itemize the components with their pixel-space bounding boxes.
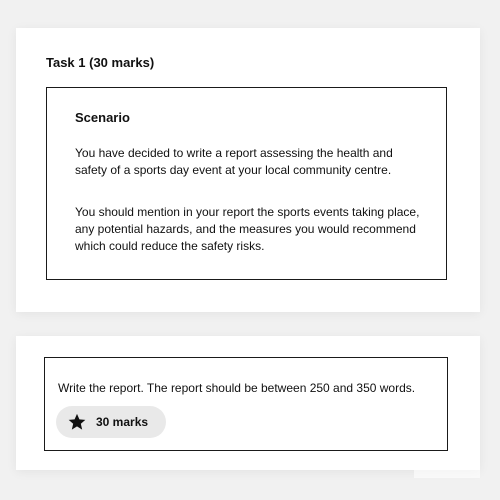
card-shadow-edge (414, 470, 480, 478)
question-card (16, 336, 480, 470)
star-icon (67, 412, 87, 432)
task-card (16, 28, 480, 312)
scenario-paragraph: You should mention in your report the sports events taking place, any potential hazards, and the measures you would recommend which could reduce the safety risks. (75, 205, 420, 253)
marks-label: 30 marks (96, 415, 149, 429)
scenario-box (46, 87, 447, 280)
scenario-paragraph: You have decided to write a report assessing the health and safety of a sports day event at your local community centre. (75, 146, 393, 177)
scenario-heading: Scenario (75, 110, 130, 125)
marks-badge (56, 406, 166, 438)
question-box (44, 357, 448, 451)
task-title: Task 1 (30 marks) (46, 55, 155, 70)
question-text: Write the report. The report should be between 250 and 350 words. (58, 381, 416, 395)
